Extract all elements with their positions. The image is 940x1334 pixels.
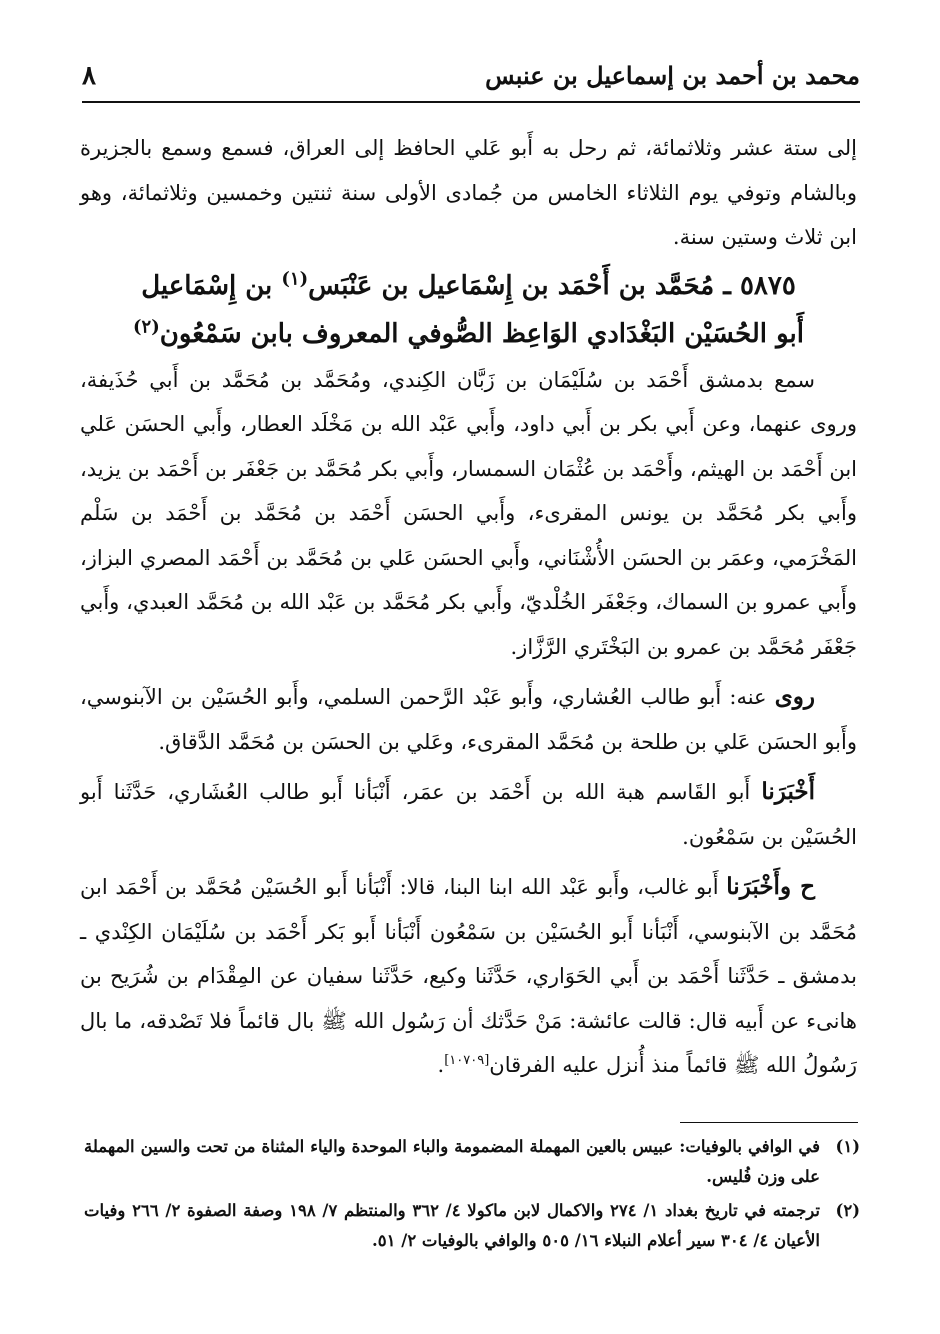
isnad-paragraph-1 (80, 770, 857, 859)
footnote-ref-1: (١) (281, 267, 309, 289)
keyword-akhbarana: أَخْبَرَنا (761, 778, 815, 805)
continued-paragraph: إلى ستة عشر وثلاثمائة، ثم رحل به أَبو عَلي الحافظ إلى العراق، فسمع وسمع بالجزيرة وبالشام وتوفي يوم الثلاثاء الخامس من جُمادى الأولى سنة ثنتين وخمسين وثلاثمائة، وهو ابن ثلاث وستين سنة. (80, 136, 857, 249)
footnote-ref-2: (٢) (133, 315, 160, 337)
students-text: عنه: أَبو طالب العُشاري، وأَبو عَبْد الرَّحمن السلمي، وأَبو الحُسَيْن بن الآبنوسي، وأَبو الحسَن عَلي بن طلحة بن مُحَمَّد المقرىء، وعَلي بن الحسَن بن مُحَمَّد الدَّقاق. (80, 685, 857, 754)
hadith-paragraph (80, 865, 857, 1088)
header-rule (82, 101, 860, 103)
running-header (82, 60, 860, 96)
entry-heading-name: ٥٨٧٥ ـ مُحَمَّد بن أَحْمَد بن إِسْمَاعيل بن عَنْبَس (308, 270, 796, 301)
main-text (80, 126, 857, 1088)
footnote-1 (84, 1132, 860, 1192)
entry-heading (80, 262, 857, 358)
hadith-number: [١٠٧٠٩] (444, 1053, 490, 1068)
footnote-number: (٢) (835, 1201, 860, 1220)
teachers-paragraph: سمع بدمشق أَحْمَد بن سُلَيْمَان بن زَبَّان الكِندي، ومُحَمَّد بن مُحَمَّد بن أَبي حُذَيفة، وروى عنهما، وعن أَبي بكر بن أَبي داود، وأَبي عَبْد الله بن مَخْلَد العطار، وأَبي الحسَن عَلي ابن أَحْمَد بن الهيثم، وأَحْمَد بن عُثْمَان السمسار، وأَبي بكر مُحَمَّد بن جَعْفَر بن أَحْمَد بن يزيد، وأَبي بكر مُحَمَّد بن يونس المقرىء، وأَبي الحسَن أَحْمَد بن مُحَمَّد بن أَحْمَد بن سَلْم المَخْرَمي، وعمَر بن الحسَن الأُشْنَاني، وأَبي الحسَن عَلي بن مُحَمَّد بن أَحْمَد المصري البزاز، وأَبي عمرو بن السماك، وجَعْفَر الخُلْديّ، وأَبي بكر مُحَمَّد بن عَبْد الله بن مُحَمَّد العبدي، وأَبي جَعْفَر مُحَمَّد بن عمرو بن البَخْتَري الرَّزَّاز. (80, 367, 857, 659)
keyword-wa-akhbarana: وأَخْبَرَنا (726, 873, 792, 900)
hadith-text: أَبو غالب، وأَبو عَبْد الله ابنا البنا، قالا: أَنْبَأنا أَبو الحُسَيْن مُحَمَّد بن أَحْمَد ابن مُحَمَّد بن الآبنوسي، أَنْبَأنا أَبو الحُسَيْن بن سَمْعُون أَنْبَأنا أَبو بَكر أَحْمَد بن سُلَيْمَان الكِنْدي ـ بدمشق ـ حَدَّثَنا أَحْمَد بن أَبي الحَوَاري، حَدَّثَنا وكيع، حَدَّثَنا سفيان عن المِقْدَام بن شُرَيح بن هانىء عن أَبيه قال: قالت عائشة: مَنْ حَدَّثك أن رَسُول الله ﷺ بال قائماً فلا تَصْدقه، ما بال رَسُولُ الله ﷺ قائماً منذ أُنزل عليه الفرقان (80, 875, 857, 1077)
hadith-end: . (437, 1053, 445, 1077)
keyword-rawa: روى (774, 683, 815, 710)
running-title: محمد بن أحمد بن إسماعيل بن عنبس (485, 61, 860, 90)
footnote-2 (84, 1196, 860, 1256)
isnad-text-1: أَبو القَاسم هبة الله بن أَحْمَد بن عمَر، أَنْبَأنا أَبو طالب العُشَاري، حَدَّثَنا أَبو الحُسَيْن بن سَمْعُون. (80, 780, 857, 849)
entry-heading-line-2 (80, 310, 857, 358)
page-number: ٨ (82, 61, 96, 91)
footnotes (84, 1132, 860, 1260)
entry-heading-kunya: أَبو الحُسَيْن البَغْدَادي الوَاعِظ الصُّوفي المعروف بابن سَمْعُون (159, 318, 804, 349)
keyword-ha: ح (791, 873, 815, 900)
footnote-text: ترجمته في تاريخ بغداد ١/ ٢٧٤ والاكمال لابن ماكولا ٤/ ٣٦٢ والمنتظم ٧/ ١٩٨ وصفة الصفوة ٢/ ٢٦٦ وفيات الأعيان ٤/ ٣٠٤ سير أعلام النبلاء ١٦/ ٥٠٥ والوافي بالوفيات ٢/ ٥١. (84, 1201, 820, 1250)
entry-heading-name-cont: بن إِسْمَاعيل (141, 270, 282, 301)
footnote-rule (680, 1122, 858, 1123)
footnote-text: في الوافي بالوفيات: عبيس بالعين المهملة المضمومة والباء الموحدة والياء المثناة من تحت والسين المهملة على وزن فُليس. (84, 1137, 820, 1186)
entry-heading-line-1 (80, 262, 857, 310)
students-paragraph (80, 675, 857, 764)
footnote-number: (١) (835, 1137, 860, 1156)
